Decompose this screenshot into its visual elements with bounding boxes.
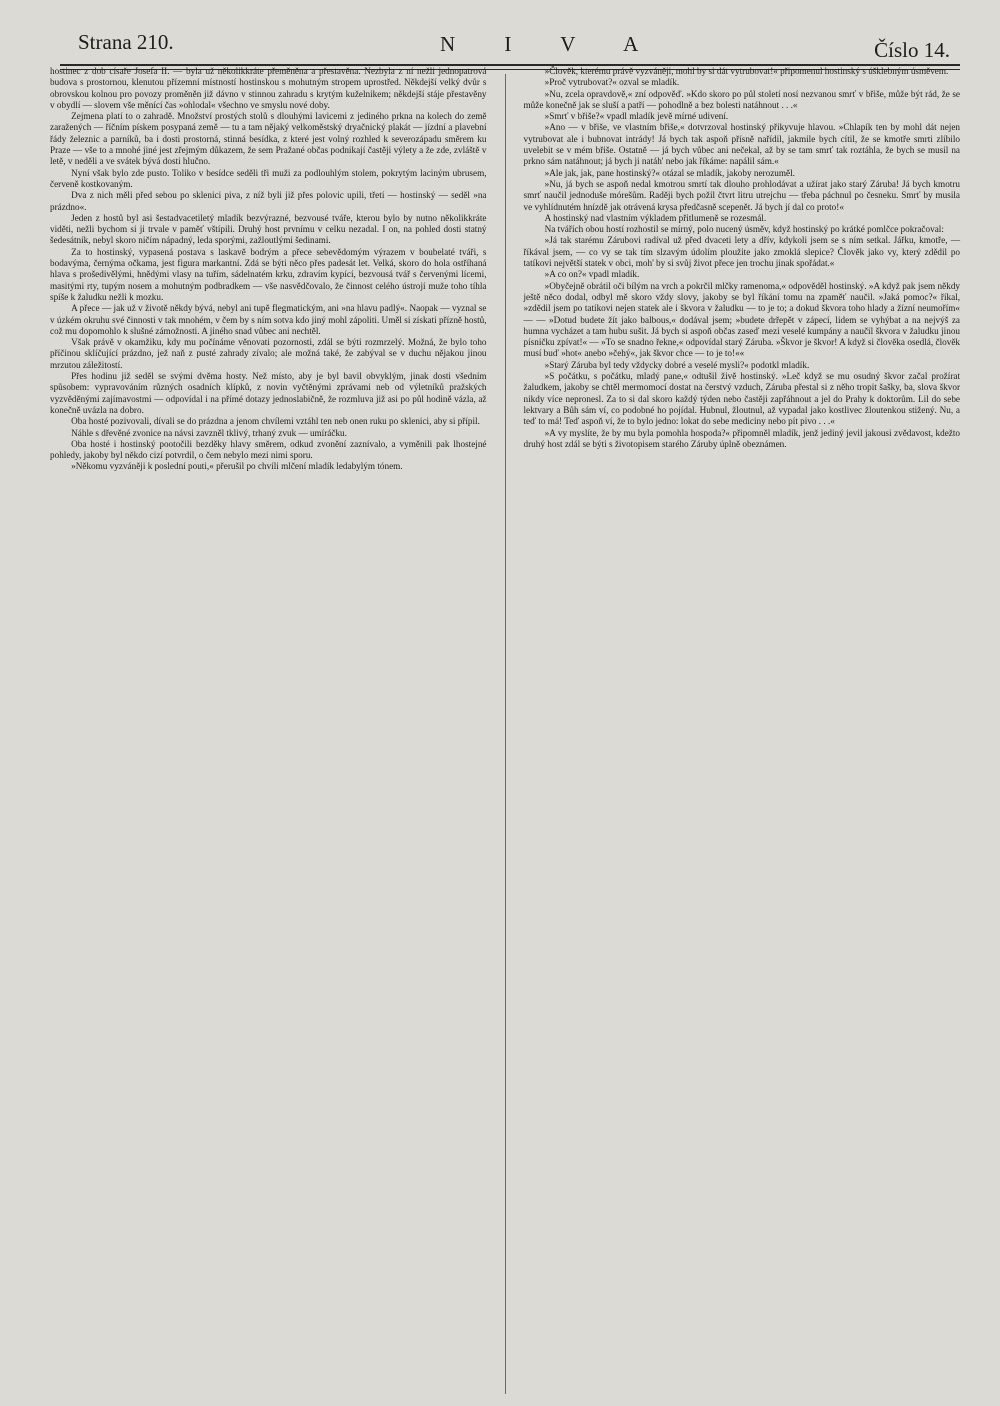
column-divider — [505, 74, 506, 1394]
paragraph: A hostinský nad vlastním výkladem přitlumeně se rozesmál. — [544, 212, 767, 223]
paragraph: »Člověk, kterému právě vyzváněji, mohl by si dát vytrubovat!« připomenul hostinský s úšklebným úsměvem. — [544, 66, 949, 76]
paragraph: Nyní však bylo zde pusto. Toliko v besídce seděli tři muži za podlouhlým stolem, pokrytým laciným ubrusem, červeně kostkovaným. — [50, 167, 487, 189]
right-column — [524, 66, 961, 1394]
paragraph: »S počátku, s počátku, mladý pane,« odtušil živě hostinský. »Leč když se mu osudný škvor začal prožírat žaludkem, jakoby se chtěl mermomocí dostat na čerstvý vzduch, Záruba přestal si z něho tropit šašky, ba, slova škvor nikdy více nepronesl. Za to si dal skoro každý týden nebo častěji zapřáhnout a jel do Prahy k doktorům. Lil do sebe lektvary a Bůh sám ví, co podobné ho pojídal. Hubnul, žloutnul, až vypadal jako kostlivec žloutenkou stižený. Nu, a teď to má! Teď aspoň ví, že to bylo jedno: lokat do sebe mediciny nebo pít pivo . . .« — [523, 371, 961, 427]
journal-title: N I V A — [440, 32, 661, 56]
paragraph: Dva z nich měli před sebou po sklenici piva, z níž byli již přes polovic upili, třetí — hostinský — seděl »na prázdno«. — [50, 190, 487, 212]
paragraph: »Starý Záruba byl tedy vždycky dobré a veselé mysli?« podotkl mladík. — [544, 359, 810, 370]
paragraph: »Proč vytrubovat?« ozval se mladík. — [544, 77, 680, 88]
paragraph: Za to hostinský, vypasená postava s laskavě bodrým a přece sebevědomým výrazem v boubelaté tváři, s bodavýma, černýma očkama, jest figura markantní. Zdá se býti něco přes padesát let. Velká, skoro do hola ostříhaná hlava s prošedivělými, hnědými vlasy na tuřím, sádelnatém krku, zdravím kypící, bezvousá tvář s červenými lícemi, masitými rty, tupým nosem a mohutným podbradkem — vše nasvědčovalo, že činnost celého ústrojí muže toho tíhla spíše k žaludku nežli k mozku. — [50, 246, 487, 302]
page-number: Strana 210. — [78, 30, 174, 54]
paragraph: »Ale jak, jak, pane hostinský?« otázal se mladík, jakoby nerozuměl. — [544, 167, 795, 178]
paragraph: »Nu, já bych se aspoň nedal kmotrou smrtí tak dlouho prohlodávat a užírat jako starý Záruba! Já bych kmotru smrť naučil jednoduše mórešům. Raději bych požil čtvrt litru utrejchu — třeba páchnul po česneku. Smrť by musila ve vyhlídnutém hnízdě jak otrávená krysa předčasně scepenět. Já bych jí dal co proto!« — [523, 178, 961, 212]
paragraph: Zejmena platí to o zahradě. Množství prostých stolů s dlouhými lavicemi z jediného prkna na kolech do země zaražených — říčním pískem posypaná země — tu a tam nějaký velkoměstský dryačnický plakát — jízdní a plavební řády železnic a parníků, ba i dosti prostorná, stinná besídka, z které jest volný rozhled k severozápadu směrem ku Praze — vše to a mnohé jiné jest zřejmým důkazem, že sem Pražané občas podnikají častěji výlety a že zde, zvláště v letě, v neděli a ve svátek bývá dosti hlučno. — [50, 111, 487, 167]
paragraph: Však právě v okamžiku, kdy mu počínáme věnovati pozornosti, zdál se býti rozmrzelý. Možná, že bylo toho příčinou sklíčující prázdno, jež naň z pusté zahrady zívalo; ale možná také, že zabýval se v duchu nějakou jinou mrzutou záležitostí. — [50, 337, 487, 370]
paragraph: Náhle s dřevěné zvonice na návsi zavzněl tklivý, trhaný zvuk — umíráčku. — [71, 427, 347, 438]
paragraph: »A co on?« vpadl mladík. — [544, 269, 640, 280]
paragraph: Přes hodinu již seděl se svými dvěma hosty. Než místo, aby je byl bavil obvyklým, jinak dosti všedním spůsobem: vypravováním různých osadních klípků, z novin vyčtěnými zprávami neb od výletníků pražských vyzvěděnými zajímavostmi — odpovídal i na přímé dotazy jednoslabičně, že rozmluva již asi po půl hodině vázla, až konečně uvázla na dobro. — [50, 371, 487, 415]
paragraph: Jeden z hostů byl asi šestadvacetiletý mladík bezvýrazné, bezvousé tváře, kterou bylo by nutno několikkráte viděti, nežli bychom si ji trvale v paměť vštípili. Druhý host prvnímu v celku nezadal. I on, na pohled dosti statný šedesátník, nebyl skoro ničím nápadný, leda sporými, zažloutlými šedinami. — [50, 212, 487, 246]
left-column — [50, 66, 487, 1394]
paragraph: »Obyčejně obrátil oči bílým na vrch a pokrčil mlčky ramenoma,« odpověděl hostinský. »A když pak jsem někdy ještě něco dodal, odbyl mě skoro vždy slovy, jakoby se byl říkání tomu na zpaměť naučil. »Jaká pomoc?« říkal, »zdědil jsem po tatíkovi nejen statek ale i škvora v žaludku — to je to; a dokud škvora toho hlady a žízní neumořím« — — »Dotud budete žít jako balbous,« dodával jsem; »budete drřepět v zápecí, lidem se vyhýbat a na nejvýš za humna vycházet a tam hubu sušit. Já bych si aspoň občas zaseď mezi veselé kumpány a naučil škvora v žaludku jinou písničku zpívat!« — »To se snadno řekne,« odpovídal starý Záruba. »Škvor je škvor! A když si člověka osedlá, člověk musí buď »hot« anebo »čehý«, jak škvor chce — to je to!«« — [523, 280, 961, 359]
paragraph: Na tvářích obou hostí rozhostil se mírný, polo nucený úsměv, když hostinský po krátké pomlčce pokračoval: — [544, 224, 944, 235]
paragraph: Oba hosté i hostinský pootočili bezděky hlavy směrem, odkud zvonění zaznívalo, a vyměnili pak lhostejné pohledy, jakoby byl někdo cizí potvrdil, o čem nebylo mezi nimi sporu. — [50, 438, 487, 461]
paragraph: Oba hosté pozivovali, dívali se do prázdna a jenom chvílemi vztáhl ten neb onen ruku po sklenici, aby si přípil. — [71, 416, 480, 427]
paragraph: hostinec z dob císaře Josefa II. — byla už několikkráte přeměněna a přestavěna. Nezbyla z ní nežli jednopatrová budova s prostornou, klenutou přízemní místností hostinskou s mohutným stropem uprostřed. Někdejší velký dvůr s obrovskou kolnou pro povozy proměněn již dávno v stinnou zahradu s krytým kuželnikem; někdejší stáje přestavěny v obydlí — slovem vše měnící čas »ohlodal« všechno ve smyslu nové doby. — [50, 66, 487, 110]
paragraph: »Ano — v břiše, ve vlastním břiše,« dotvrzoval hostinský přikyvuje hlavou. »Chlapík ten by mohl dát nejen vytrubovat ale i bubnovat intrády! Já bych tak aspoň přísně nařídil, jakmile bych cítil, že se kmotře smrti zlíbilo uvelebit se v mém břiše. Ostatně — já bych vůbec ani nečekal, až by se tam smrť tak roztáhla, že bych se musil na prkno sám natáhnout; já bych ji natáh' nebo jak říkáme: napálil sám.« — [523, 122, 961, 167]
paragraph: »Smrť v břiše?« vpadl mladík jevě mírné udivení. — [544, 111, 729, 122]
paragraph: A přece — jak už v životě někdy bývá, nebyl ani tupě flegmatickým, ani »na hlavu padlý«. Naopak — vyznal se v úzkém okruhu své činnosti v tak mnohém, v čem by s ním sotva kdo jiný mohl zápoliti. Uměl si získati přízně hostů, což mu dopomohlo k slušné zámožnosti. A jiného snad vůbec ani nechtěl. — [50, 303, 487, 336]
issue-number: Číslo 14. — [874, 38, 950, 62]
article-columns — [50, 66, 960, 1394]
paragraph: »Někomu vyzváněji k poslední pouti,« přerušil po chvíli mlčení mladík ledabylým tónem. — [71, 461, 403, 472]
paragraph: »Nu, zcela opravdově,« zní odpověď. »Kdo skoro po půl století nosí nezvanou smrť v břiše, může být rád, že se může konečně jak se sluší a patří — pohodlně a bez bolesti natáhnout . . .« — [523, 88, 961, 110]
paragraph: »Já tak starému Zárubovi radíval už před dvaceti lety a dřív, kdykoli jsem se s ním setkal. Jářku, kmotře, — říkával jsem, — co vy se tak tím slzavým údolím ploužite jako zmoklá slepice? Člověk jako vy, který zdědil po tatíkovi největší statek v obci, moh' by si svůj život přece jen trochu jinak spořádat.« — [523, 235, 961, 269]
page-header — [50, 30, 956, 64]
paragraph: »A vy myslíte, že by mu byla pomohla hospoda?« připomněl mladík, jenž jediný jevil jakousi zvědavost, kdežto druhý host zdál se býti s životopisem starého Záruby úplně obeznámen. — [523, 427, 961, 449]
